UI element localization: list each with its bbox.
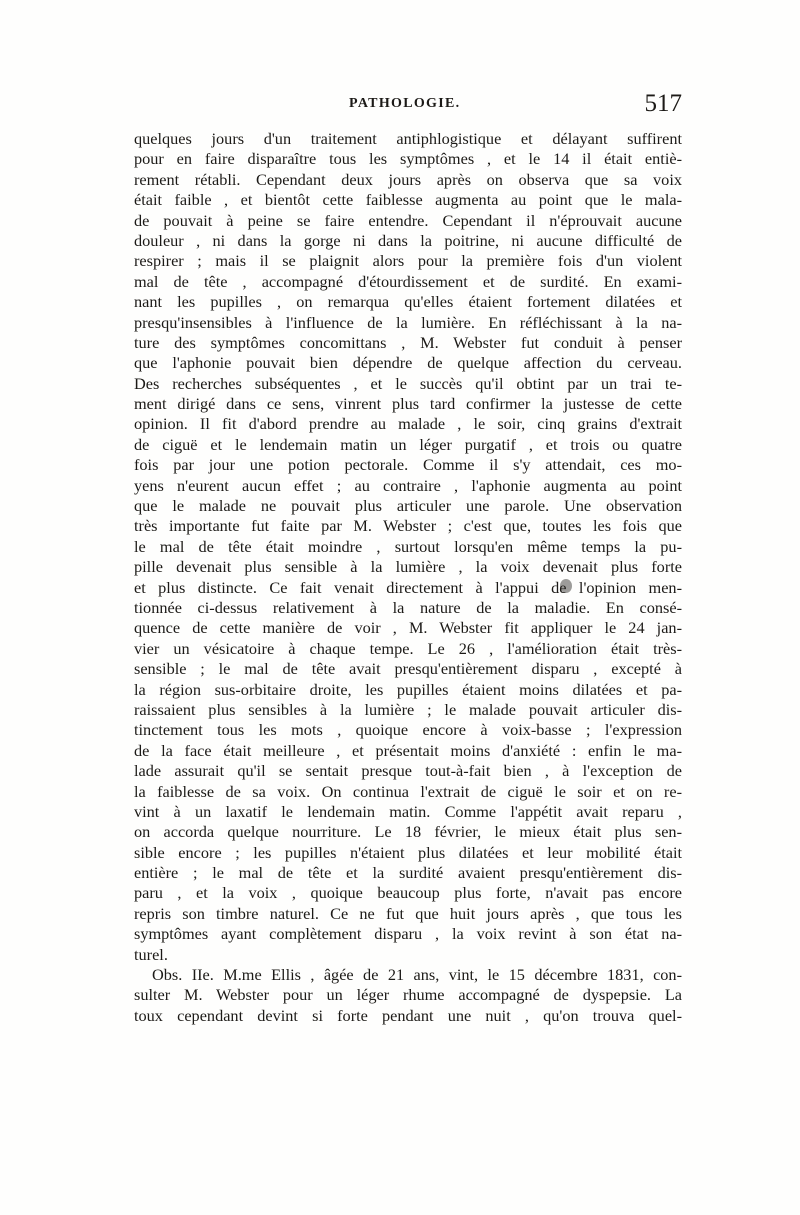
text-line: pour en faire disparaître tous les symptômes , et le 14 il était entiè- [134, 149, 682, 169]
text-line: sensible ; le mal de tête avait presqu'entièrement disparu , excepté à [134, 659, 682, 679]
text-line: fois par jour une potion pectorale. Comme il s'y attendait, ces mo- [134, 455, 682, 475]
text-line: était faible , et bientôt cette faiblesse augmenta au point que le mala- [134, 190, 682, 210]
text-line: entière ; le mal de tête et la surdité avaient presqu'entièrement dis- [134, 863, 682, 883]
text-line: tinctement tous les mots , quoique encore à voix-basse ; l'expression [134, 720, 682, 740]
text-line: de ciguë et le lendemain matin un léger purgatif , et trois ou quatre [134, 434, 682, 454]
text-line: la région sus-orbitaire droite, les pupilles étaient moins dilatées et pa- [134, 679, 682, 699]
text-line: vier un vésicatoire à chaque tempe. Le 26 , l'amélioration était très- [134, 638, 682, 658]
text-line: de la face était meilleure , et présentait moins d'anxiété : enfin le ma- [134, 740, 682, 760]
text-line: repris son timbre naturel. Ce ne fut que huit jours après , que tous les [134, 903, 682, 923]
text-line: sulter M. Webster pour un léger rhume accompagné de dyspepsie. La [134, 985, 682, 1005]
ink-stain [560, 579, 572, 593]
observation-heading-line: Obs. IIe. M.me Ellis , âgée de 21 ans, vint, le 15 décembre 1831, con- [152, 965, 682, 985]
text-line: presqu'insensibles à l'influence de la lumière. En réfléchissant à la na- [134, 312, 682, 332]
text-line: lade assurait qu'il se sentait presque tout-à-fait bien , à l'exception de [134, 761, 682, 781]
text-line: opinion. Il fit d'abord prendre au malade , le soir, cinq grains d'extrait [134, 414, 682, 434]
running-title: PATHOLOGIE. [349, 96, 461, 111]
text-line: symptômes ayant complètement disparu , la voix revint à son état na- [134, 924, 682, 944]
page-number: 517 [644, 90, 682, 117]
text-line: de pouvait à peine se faire entendre. Cependant il n'éprouvait aucune [134, 210, 682, 230]
text-line: Des recherches subséquentes , et le succès qu'il obtint par un trai te- [134, 373, 682, 393]
text-line: douleur , ni dans la gorge ni dans la poitrine, ni aucune difficulté de [134, 230, 682, 250]
text-line: sible encore ; les pupilles n'étaient plus dilatées et leur mobilité était [134, 842, 682, 862]
text-line: que l'aphonie pouvait bien dépendre de quelque affection du cerveau. [134, 353, 682, 373]
body-text [134, 129, 682, 1026]
text-line: quence de cette manière de voir , M. Webster fit appliquer le 24 jan- [134, 618, 682, 638]
text-line: yens n'eurent aucun effet ; au contraire , l'aphonie augmenta au point [134, 475, 682, 495]
paragraph-end-line: turel. [134, 944, 168, 964]
text-line: toux cependant devint si forte pendant une nuit , qu'on trouva quel- [134, 1005, 682, 1025]
text-line: la faiblesse de sa voix. On continua l'extrait de ciguë le soir et on re- [134, 781, 682, 801]
text-line: vint à un laxatif le lendemain matin. Comme l'appétit avait reparu , [134, 801, 682, 821]
text-line: mal de tête , accompagné d'étourdissement et de surdité. En exami- [134, 271, 682, 291]
text-line: raissaient plus sensibles à la lumière ; le malade pouvait articuler dis- [134, 699, 682, 719]
text-line: paru , et la voix , quoique beaucoup plus forte, n'avait pas encore [134, 883, 682, 903]
text-line: quelques jours d'un traitement antiphlogistique et délayant suffirent [134, 129, 682, 148]
text-line: rement rétabli. Cependant deux jours après on observa que sa voix [134, 169, 682, 189]
text-line: ment dirigé dans ce sens, vinrent plus tard confirmer la justesse de cette [134, 394, 682, 414]
text-line: respirer ; mais il se plaignit alors pour la première fois d'un violent [134, 251, 682, 271]
text-line: le mal de tête était moindre , surtout lorsqu'en même temps la pu- [134, 536, 682, 556]
text-line: pille devenait plus sensible à la lumière , la voix devenait plus forte [134, 557, 682, 577]
text-line: on accorda quelque nourriture. Le 18 février, le mieux était plus sen- [134, 822, 682, 842]
text-line: et plus distincte. Ce fait venait directement à l'appui de l'opinion men- [134, 577, 682, 597]
text-line: ture des symptômes concomittans , M. Webster fut conduit à penser [134, 332, 682, 352]
text-line: nant les pupilles , on remarqua qu'elles étaient fortement dilatées et [134, 292, 682, 312]
text-line: très importante fut faite par M. Webster ; c'est que, toutes les fois que [134, 516, 682, 536]
text-line: que le malade ne pouvait plus articuler une parole. Une observation [134, 496, 682, 516]
running-head [134, 92, 682, 122]
text-line: tionnée ci-dessus relativement à la nature de la maladie. En consé- [134, 597, 682, 617]
